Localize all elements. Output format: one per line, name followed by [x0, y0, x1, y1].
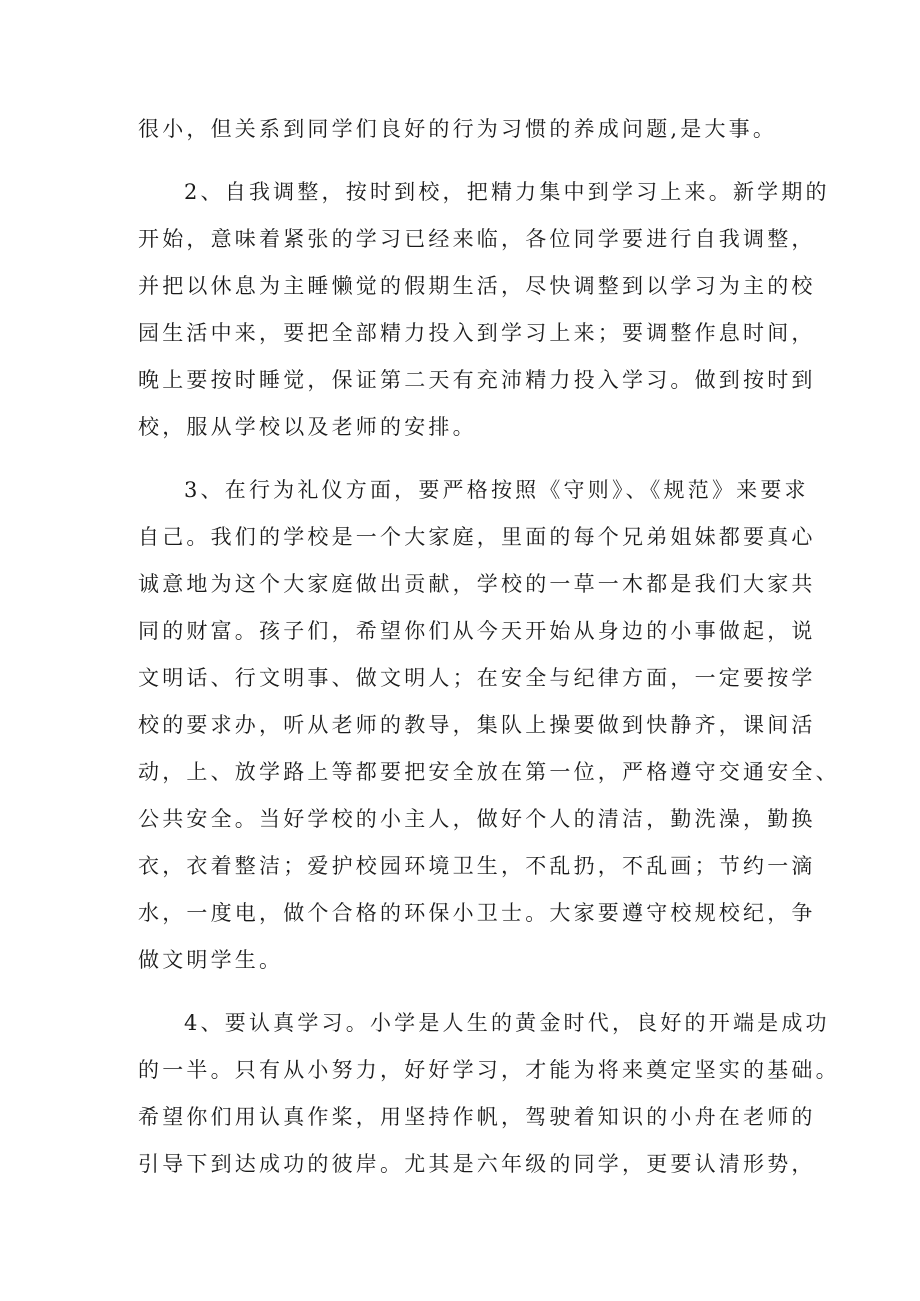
paragraph-item-3	[138, 467, 840, 984]
text-line: 做文明学生。	[138, 948, 284, 972]
text-line: 校，服从学校以及老师的安排。	[138, 415, 477, 439]
text-line: 4、要认真学习。小学是人生的黄金时代，良好的开端是成功	[184, 1011, 830, 1035]
text-line: 引导下到达成功的彼岸。尤其是六年级的同学，更要认清形势，	[138, 1152, 816, 1176]
text-line: 水，一度电，做个合格的环保小卫士。大家要遵守校规校纪，争	[138, 901, 816, 925]
text-line: 公共安全。当好学校的小主人，做好个人的清洁，勤洗澡，勤换	[138, 807, 816, 831]
text-line: 2、自我调整，按时到校，把精力集中到学习上来。新学期的	[184, 180, 830, 204]
text-line: 动，上、放学路上等都要把安全放在第一位，严格遵守交通安全、	[138, 760, 840, 784]
document-body	[138, 106, 840, 1188]
paragraph-continued	[138, 106, 790, 153]
paragraph-item-4	[138, 1000, 840, 1188]
text-line: 并把以休息为主睡懒觉的假期生活，尽快调整到以学习为主的校	[138, 274, 816, 298]
text-line: 园生活中来，要把全部精力投入到学习上来；要调整作息时间，	[138, 321, 816, 345]
text-line: 同的财富。孩子们，希望你们从今天开始从身边的小事做起，说	[138, 619, 816, 643]
text-line: 诚意地为这个大家庭做出贡献，学校的一草一木都是我们大家共	[138, 572, 816, 596]
text-line: 的一半。只有从小努力，好好学习，才能为将来奠定坚实的基础。	[138, 1058, 840, 1082]
text-line: 自己。我们的学校是一个大家庭，里面的每个兄弟姐妹都要真心	[138, 525, 816, 549]
paragraph-item-2	[138, 169, 830, 451]
text-line: 3、在行为礼仪方面，要严格按照《守则》、《规范》来要求	[184, 478, 809, 502]
text-line: 衣，衣着整洁；爱护校园环境卫生，不乱扔，不乱画；节约一滴	[138, 854, 816, 878]
text-line: 晚上要按时睡觉，保证第二天有充沛精力投入学习。做到按时到	[138, 368, 816, 392]
text-line: 很小，但关系到同学们良好的行为习惯的养成问题,是大事。	[138, 117, 778, 141]
text-line: 开始，意味着紧张的学习已经来临，各位同学要进行自我调整，	[138, 227, 816, 251]
text-line: 希望你们用认真作桨，用坚持作帆，驾驶着知识的小舟在老师的	[138, 1105, 816, 1129]
text-line: 校的要求办，听从老师的教导，集队上操要做到快静齐，课间活	[138, 713, 816, 737]
text-line: 文明话、行文明事、做文明人；在安全与纪律方面，一定要按学	[138, 666, 816, 690]
